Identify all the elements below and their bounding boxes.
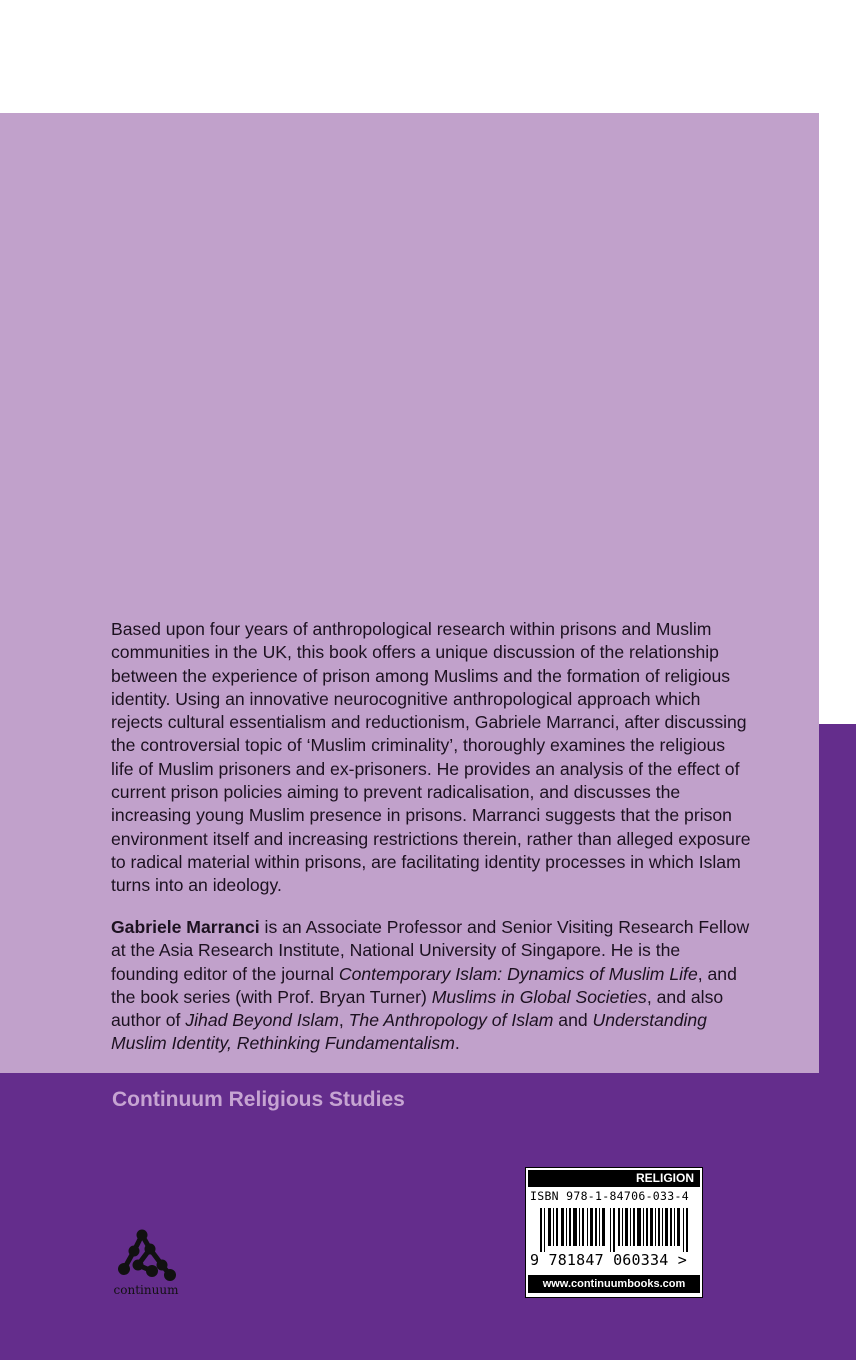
barcode-bars — [540, 1208, 690, 1252]
series-label: Continuum Religious Studies — [112, 1088, 405, 1111]
book-title-3: Understanding Muslim Identity, Rethinking Fundamentalism — [111, 1010, 707, 1054]
book-blurb: Based upon four years of anthropological research within prisons and Muslim communities in the UK, this book offers a unique discussion of the relationship between the experience of prison among Muslims and the formation of religious identity. Using an innovative neurocognitive anthropological approach which rejects cultural essentialism and reductionism, Gabriele Marranci, after discussing the controversial topic of ‘Muslim criminality’, thoroughly examines the religious life of Muslim prisoners and ex-prisoners. He provides an analysis of the effect of current prison policies aiming to prevent radicalisation, and discusses the increasing young Muslim presence in prisons. Marranci suggests that the prison environment itself and increasing restrictions therein, rather than alleged exposure to radical material within prisons, are facilitating identity processes in which Islam turns into an ideology. — [111, 619, 751, 896]
barcode-block — [525, 1167, 703, 1298]
publisher-url: www.continuumbooks.com — [528, 1275, 700, 1293]
category-label: RELIGION — [528, 1170, 700, 1187]
author-name: Gabriele Marranci — [111, 917, 260, 937]
bio-text-4: , — [338, 1010, 349, 1031]
bio-text-2: , and the book series (with Prof. Bryan Turner) — [111, 963, 737, 1007]
isbn-text: ISBN 978-1-84706-033-4 — [530, 1189, 689, 1203]
series-title: Muslims in Global Societies — [431, 986, 647, 1007]
book-title-1: Jihad Beyond Islam — [185, 1010, 339, 1031]
bio-text-5: and — [553, 1010, 593, 1031]
journal-title: Contemporary Islam: Dynamics of Muslim Life — [338, 963, 698, 984]
book-title-2: The Anthropology of Islam — [348, 1010, 554, 1031]
bio-text-1: is an Associate Professor and Senior Visiting Research Fellow at the Asia Research Institute, National University of Singapore. He is the founding editor of the journal — [111, 917, 750, 984]
publisher-name: continuum — [113, 1283, 179, 1297]
author-bio — [111, 916, 751, 1056]
bio-text-6: . — [454, 1033, 460, 1054]
bio-text-3: , and also author of — [111, 986, 724, 1031]
barcode-digits: 9 781847 060334 > — [530, 1251, 687, 1269]
